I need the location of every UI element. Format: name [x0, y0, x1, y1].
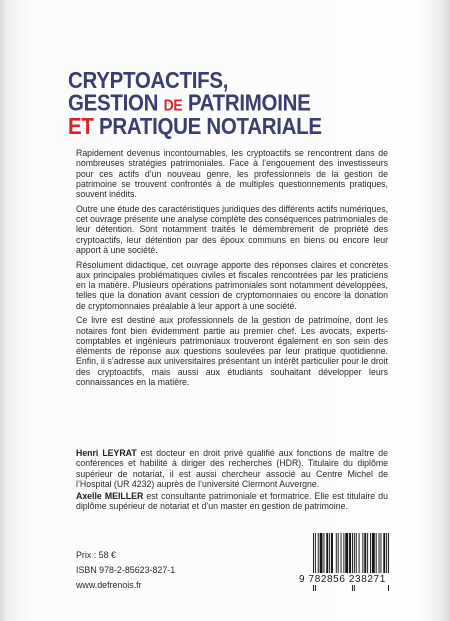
description: [76, 148, 388, 392]
title-connector-et: ET: [68, 113, 94, 140]
author-bio-text-1: est docteur en droit privé qualifié aux fonctions de maître de conférences et habilité à diriger des recherches (HDR). Titulaire du diplôme supérieur de notariat, il est aussi chercheur associé au Centre Michel de l’Hospital (UR 4232) auprès de l’université Clermont Auvergne.: [76, 448, 388, 489]
price: Prix : 58 €: [76, 550, 116, 560]
author-bios: [76, 448, 388, 514]
isbn: ISBN 978-2-85623-827-1: [76, 565, 176, 575]
title-text-1: CRYPTOACTIFS,: [68, 67, 229, 94]
description-paragraph-1: Rapidement devenus incontournables, les cryptoactifs se rencontrent dans de nombreuses stratégies patrimoniales. Face à l’engouement des investisseurs pour ces actifs d’un nouveau genre, les professionnels de la gestion de patrimoine se trouvent confrontés à de multiples questionnements pratiques, souvent inédits.: [76, 148, 388, 199]
title-text-2a: GESTION: [68, 90, 164, 116]
author-name-1: Henri LEYRAT: [76, 448, 137, 458]
author-name-2: Axelle MEILLER: [76, 491, 144, 501]
title-text-3b: PRATIQUE NOTARIALE: [93, 113, 322, 140]
description-paragraph-3: Résolument didactique, cet ouvrage apporte des réponses claires et concrètes aux principales problématiques civiles et fiscales rencontrées par les praticiens en la matière. Plusieurs opérations patrimoniales sont notamment développées, telles que la donation avant cession de cryptomonnaies ou encore la donation de cryptomonnaies préalable à leur apport à une société.: [76, 259, 388, 311]
title-text-2b: PATRIMOINE: [182, 90, 311, 116]
title-line-1: [68, 67, 408, 94]
author-bio-2: [76, 491, 388, 512]
author-bio-1: [76, 448, 388, 489]
barcode-number: 9 782856 238271: [299, 573, 397, 585]
title-line-3: [68, 113, 408, 140]
book-title: [68, 67, 408, 140]
description-paragraph-2: Outre une étude des caractéristiques juridiques des différents actifs numériques, cet ouvrage présente une analyse complète des conséquences patrimoniales de leur détention. Sont notamment traités le démembrement de propriété des cryptoactifs, leur détention par des époux communs en biens ou encore leur apport à une société.: [76, 203, 388, 255]
title-connector-de: DE: [163, 95, 183, 114]
book-info: [76, 548, 175, 593]
title-line-2: [68, 92, 408, 116]
publisher-website: www.defrenois.fr: [76, 580, 142, 590]
author-bio-text-2: est consultante patrimoniale et formatrice. Elle est titulaire du diplôme supérieur de notariat et d’un master en gestion de patrimoine.: [76, 491, 388, 512]
description-paragraph-4: Ce livre est destiné aux professionnels de la gestion de patrimoine, dont les notaires font bien évidemment partie au premier chef. Les avocats, experts-comptables et ingénieurs patrimoniaux trouveront également en son sein des éléments de réponse aux questions soulevées par leur pratique quotidienne. Enfin, il s’adresse aux universitaires présentant un intérêt particulier pour le droit des cryptoactifs, mais aussi aux étudiants souhaitant développer leurs connaissances en la matière.: [76, 315, 388, 387]
